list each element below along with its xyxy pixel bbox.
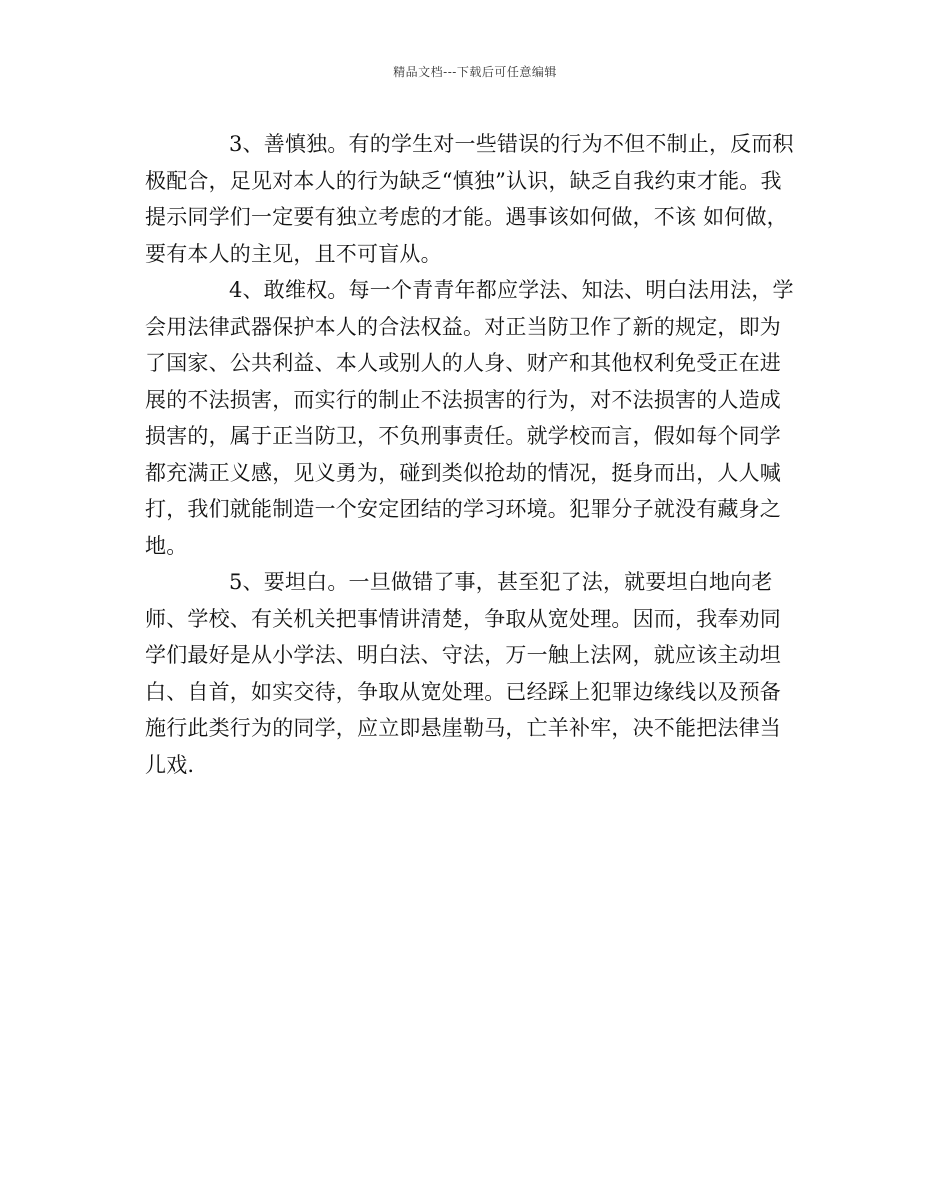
paragraph-line: 都充满正义感，见义勇为，碰到类似抢劫的情况，挺身而出，人人喊 xyxy=(145,460,781,485)
paragraph-line: 展的不法损害，而实行的制止不法损害的行为，对不法损害的人造成 xyxy=(145,387,781,412)
paragraph-line: 地。 xyxy=(145,533,188,558)
paragraph-line: 4、敢维权。每一个青青年都应学法、知法、明白法用法，学 xyxy=(229,278,794,302)
paragraph-4 xyxy=(145,272,813,564)
paragraph-line: 5、要坦白。一旦做错了事，甚至犯了法，就要坦白地向老 xyxy=(229,570,773,594)
paragraph-line: 学们最好是从小学法、明白法、守法，万一触上法网，就应该主动坦 xyxy=(145,643,781,667)
paragraph-line: 白、自首，如实交待，争取从宽处理。已经踩上犯罪边缘线以及预备 xyxy=(145,679,781,704)
paragraph-line: 施行此类行为的同学，应立即悬崖勒马，亡羊补牢，决不能把法律当 xyxy=(145,716,781,740)
paragraph-3 xyxy=(145,126,813,272)
paragraph-line: 打，我们就能制造一个安定团结的学习环境。犯罪分子就没有藏身之 xyxy=(145,497,781,521)
paragraph-line: 极配合，足见对本人的行为缺乏“慎独”认识，缺乏自我约束才能。我 xyxy=(145,168,782,193)
paragraph-5 xyxy=(145,564,813,783)
paragraph-line: 提示同学们一定要有独立考虑的才能。遇事该如何做，不该 如何做， xyxy=(145,205,788,229)
paragraph-line: 了国家、公共利益、本人或别人的人身、财产和其他权利免受正在进 xyxy=(145,351,781,375)
paragraph-line: 师、学校、有关机关把事情讲清楚，争取从宽处理。因而，我奉劝同 xyxy=(145,606,781,631)
paragraph-line: 会用法律武器保护本人的合法权益。对正当防卫作了新的规定，即为 xyxy=(145,314,781,339)
paragraph-line: 儿戏. xyxy=(145,752,195,777)
paragraph-line: 要有本人的主见，且不可盲从。 xyxy=(145,241,442,266)
page-header: 精品文档---下载后可任意编辑 xyxy=(393,65,557,79)
document-body xyxy=(145,126,813,783)
paragraph-line: 损害的，属于正当防卫，不负刑事责任。就学校而言，假如每个同学 xyxy=(145,424,781,448)
paragraph-line: 3、善慎独。有的学生对一些错误的行为不但不制止，反而积 xyxy=(229,132,794,156)
